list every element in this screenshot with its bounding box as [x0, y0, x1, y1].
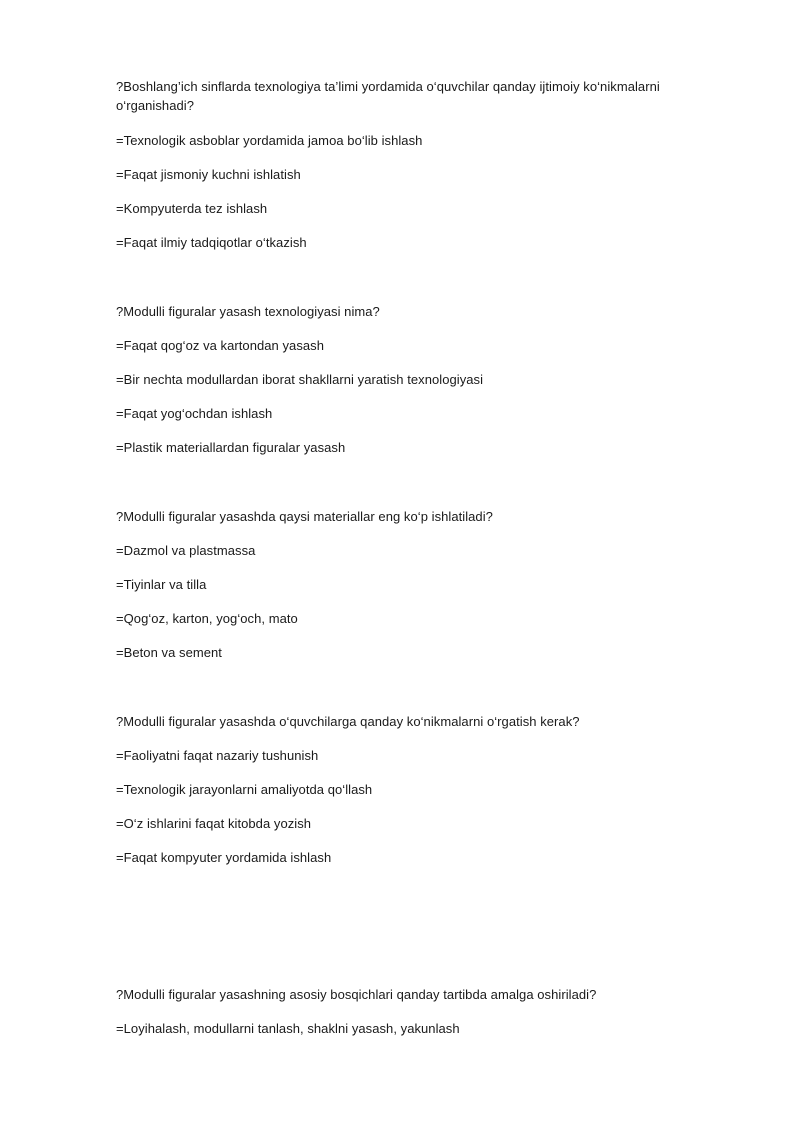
answer-5-1: =Loyihalash, modullarni tanlash, shaklni yasash, yakunlash [116, 1021, 460, 1036]
answer-2-1: =Faqat qog‘oz va kartondan yasash [116, 338, 324, 353]
answer-3-2: =Tiyinlar va tilla [116, 577, 207, 592]
question-1: ?Boshlang’ich sinflarda texnologiya ta’limi yordamida o‘quvchilar qanday ijtimoiy ko‘nikmalarni o‘rganishadi? [116, 79, 660, 113]
answer-3-4: =Beton va sement [116, 645, 222, 660]
answer-1-1: =Texnologik asboblar yordamida jamoa bo‘lib ishlash [116, 133, 423, 148]
question-2: ?Modulli figuralar yasash texnologiyasi nima? [116, 304, 380, 319]
answer-3-3: =Qog‘oz, karton, yog‘och, mato [116, 611, 298, 626]
answer-4-1: =Faoliyatni faqat nazariy tushunish [116, 748, 319, 763]
answer-1-2: =Faqat jismoniy kuchni ishlatish [116, 167, 301, 182]
answer-4-3: =O‘z ishlarini faqat kitobda yozish [116, 816, 312, 831]
answer-4-2: =Texnologik jarayonlarni amaliyotda qo‘llash [116, 782, 373, 797]
answer-1-4: =Faqat ilmiy tadqiqotlar o‘tkazish [116, 235, 307, 250]
question-3: ?Modulli figuralar yasashda qaysi materiallar eng ko‘p ishlatiladi? [116, 509, 493, 524]
answer-2-2: =Bir nechta modullardan iborat shakllarni yaratish texnologiyasi [116, 372, 484, 387]
answer-1-3: =Kompyuterda tez ishlash [116, 201, 268, 216]
answer-4-4: =Faqat kompyuter yordamida ishlash [116, 850, 332, 865]
answer-2-3: =Faqat yog‘ochdan ishlash [116, 406, 273, 421]
answer-3-1: =Dazmol va plastmassa [116, 543, 256, 558]
question-4: ?Modulli figuralar yasashda o‘quvchilarga qanday ko‘nikmalarni o‘rgatish kerak? [116, 714, 580, 729]
question-5: ?Modulli figuralar yasashning asosiy bosqichlari qanday tartibda amalga oshiriladi? [116, 987, 597, 1002]
answer-2-4: =Plastik materiallardan figuralar yasash [116, 440, 346, 455]
